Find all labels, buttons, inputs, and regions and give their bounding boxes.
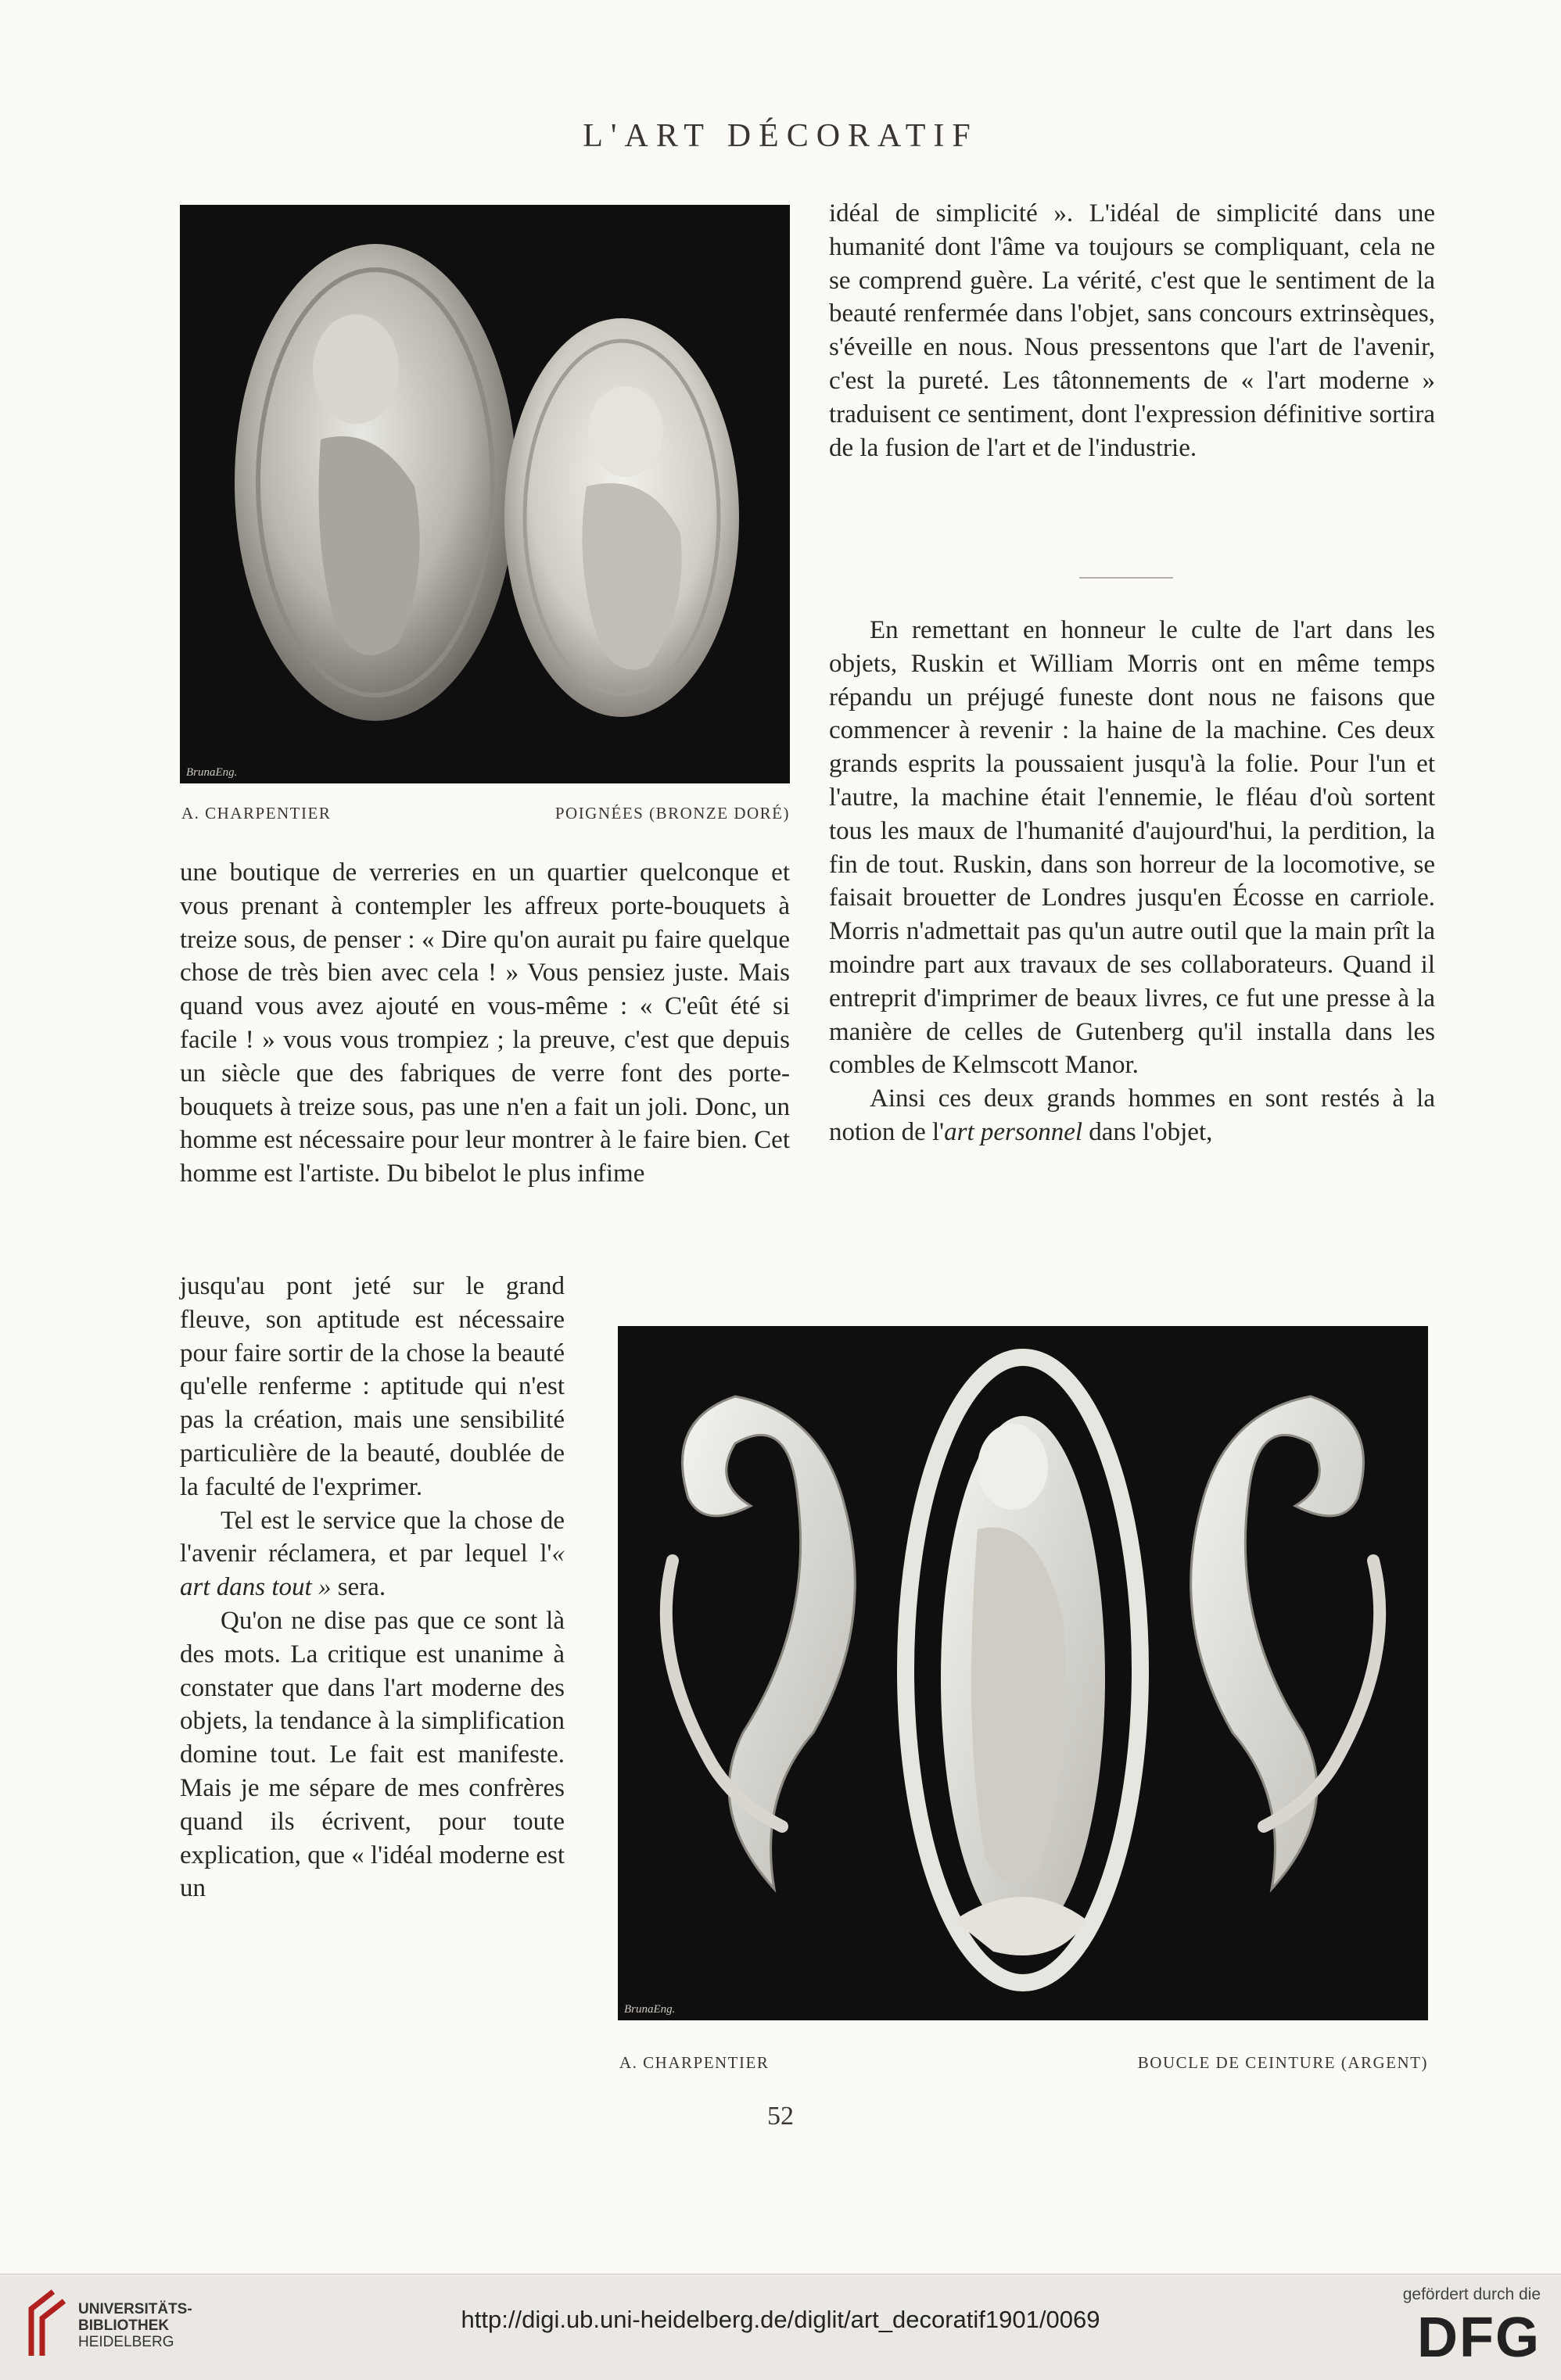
paragraph: jusqu'au pont jeté sur le grand fleuve, son aptitude est nécessaire pour faire sortir de la chose la beauté qu'elle renferme : aptitude qui n'est pas la création, mais une sensibilité particulière de la beauté, doublée de la faculté de l'exprimer. xyxy=(180,1272,565,1501)
boucle-illustration xyxy=(618,1326,1428,2020)
funding-label: gefördert durch die xyxy=(1402,2285,1541,2303)
paragraph: Qu'on ne dise pas que ce sont là des mots. La critique est unanime à constater que dans l'art moderne des objets, la tendance à la simplification domine tout. Le fait est manifeste. Mais je me sépare de mes confrères quand ils écrivent, pour toute explication, que « l'idéal moderne est un xyxy=(180,1606,565,1903)
italic-run: art personnel xyxy=(944,1117,1083,1146)
library-name-line: UNIVERSITÄTS- xyxy=(78,2301,192,2317)
page-number: 52 xyxy=(767,2102,794,2131)
caption-top-artist: A. CHARPENTIER xyxy=(181,804,332,823)
footer-bar xyxy=(0,2274,1561,2380)
left-column-wide xyxy=(180,856,790,1191)
right-column-top xyxy=(829,197,1435,464)
paragraph xyxy=(829,1082,1435,1149)
caption-top-title: POIGNÉES (BRONZE DORÉ) xyxy=(554,804,790,823)
poignees-illustration xyxy=(180,205,790,783)
text-run: dans l'objet, xyxy=(1082,1117,1213,1146)
paragraph: une boutique de verreries en un quartier quelconque et vous prenant à contempler les affreux porte-bouquets à treize sous, de penser : « Dire qu'on aurait pu faire quelque chose de très bien avec cela ! » Vous pensiez juste. Mais quand vous avez ajouté en vous-même : « C'eût été si facile ! » vous vous trompiez ; la preuve, c'est que depuis un siècle que des fabriques de verre font des porte-bouquets à treize sous, pas une n'en a fait un joli. Donc, un homme est nécessaire pour leur montrer à le faire bien. Cet homme est l'artiste. Du bibelot le plus infime xyxy=(180,858,790,1188)
photo-boucle xyxy=(618,1326,1428,2020)
dfg-logo[interactable]: DFG xyxy=(1417,2307,1541,2369)
library-name-line: BIBLIOTHEK xyxy=(78,2317,170,2334)
paragraph: En remettant en honneur le culte de l'art dans les objets, Ruskin et William Morris ont en même temps répandu un préjugé funeste dont nous ne faisons que commencer à revenir : la haine de la machine. Ces deux grands esprits la poussaient jusqu'à la folie. Pour l'un et l'autre, la machine était l'ennemie, le fléau d'où sortent tous les maux de l'humanité d'aujourd'hui, la perdition, la fin de tout. Ruskin, dans son horreur de la locomotive, se faisait brouetter de Londres jusqu'en Écosse en carriole. Morris n'admettait pas qu'un autre outil que la main prît la moindre part aux travaux de ses collaborateurs. Quand il entreprit d'imprimer de beaux livres, ce fut une presse à la manière de celles de Gutenberg qu'il installa dans les combles de Kelmscott Manor. xyxy=(829,616,1435,1080)
paragraph xyxy=(180,1504,565,1604)
caption-bottom-title: BOUCLE DE CEINTURE (ARGENT) xyxy=(1137,2053,1428,2072)
running-header: L'ART DÉCORATIF xyxy=(583,118,978,154)
caption-bottom-artist: A. CHARPENTIER xyxy=(619,2053,770,2072)
engraver-signature-top: BrunaEng. xyxy=(186,766,238,779)
right-column-bottom xyxy=(829,614,1435,1149)
library-name-line: HEIDELBERG xyxy=(78,2334,174,2350)
text-run: Ainsi ces deux grands hommes en sont restés à la notion de l' xyxy=(829,1084,1435,1146)
text-run: sera. xyxy=(331,1573,386,1602)
paragraph: idéal de simplicité ». L'idéal de simplicité dans une humanité dont l'âme va toujours se compliquant, cela ne se comprend guère. La vérité, c'est que le sentiment de la beauté renfermée dans l'objet, sans concours extrinsèques, s'éveille en nous. Nous pressentons que l'art de l'avenir, c'est la pureté. Les tâtonnements de « l'art moderne » traduisent ce sentiment, dont l'expression définitive sortira de la fusion de l'art et de l'industrie. xyxy=(829,199,1435,462)
section-divider xyxy=(1079,577,1173,579)
source-url-link[interactable]: http://digi.ub.uni-heidelberg.de/diglit/art_decoratif1901/0069 xyxy=(461,2306,1100,2333)
engraver-signature-bottom: BrunaEng. xyxy=(624,2003,676,2016)
photo-poignees xyxy=(180,205,790,783)
italic-run: « art dans tout » xyxy=(180,1539,565,1602)
left-column-narrow xyxy=(180,1270,565,1905)
text-run: Tel est le service que la chose de l'avenir réclamera, et par lequel l' xyxy=(180,1506,565,1568)
